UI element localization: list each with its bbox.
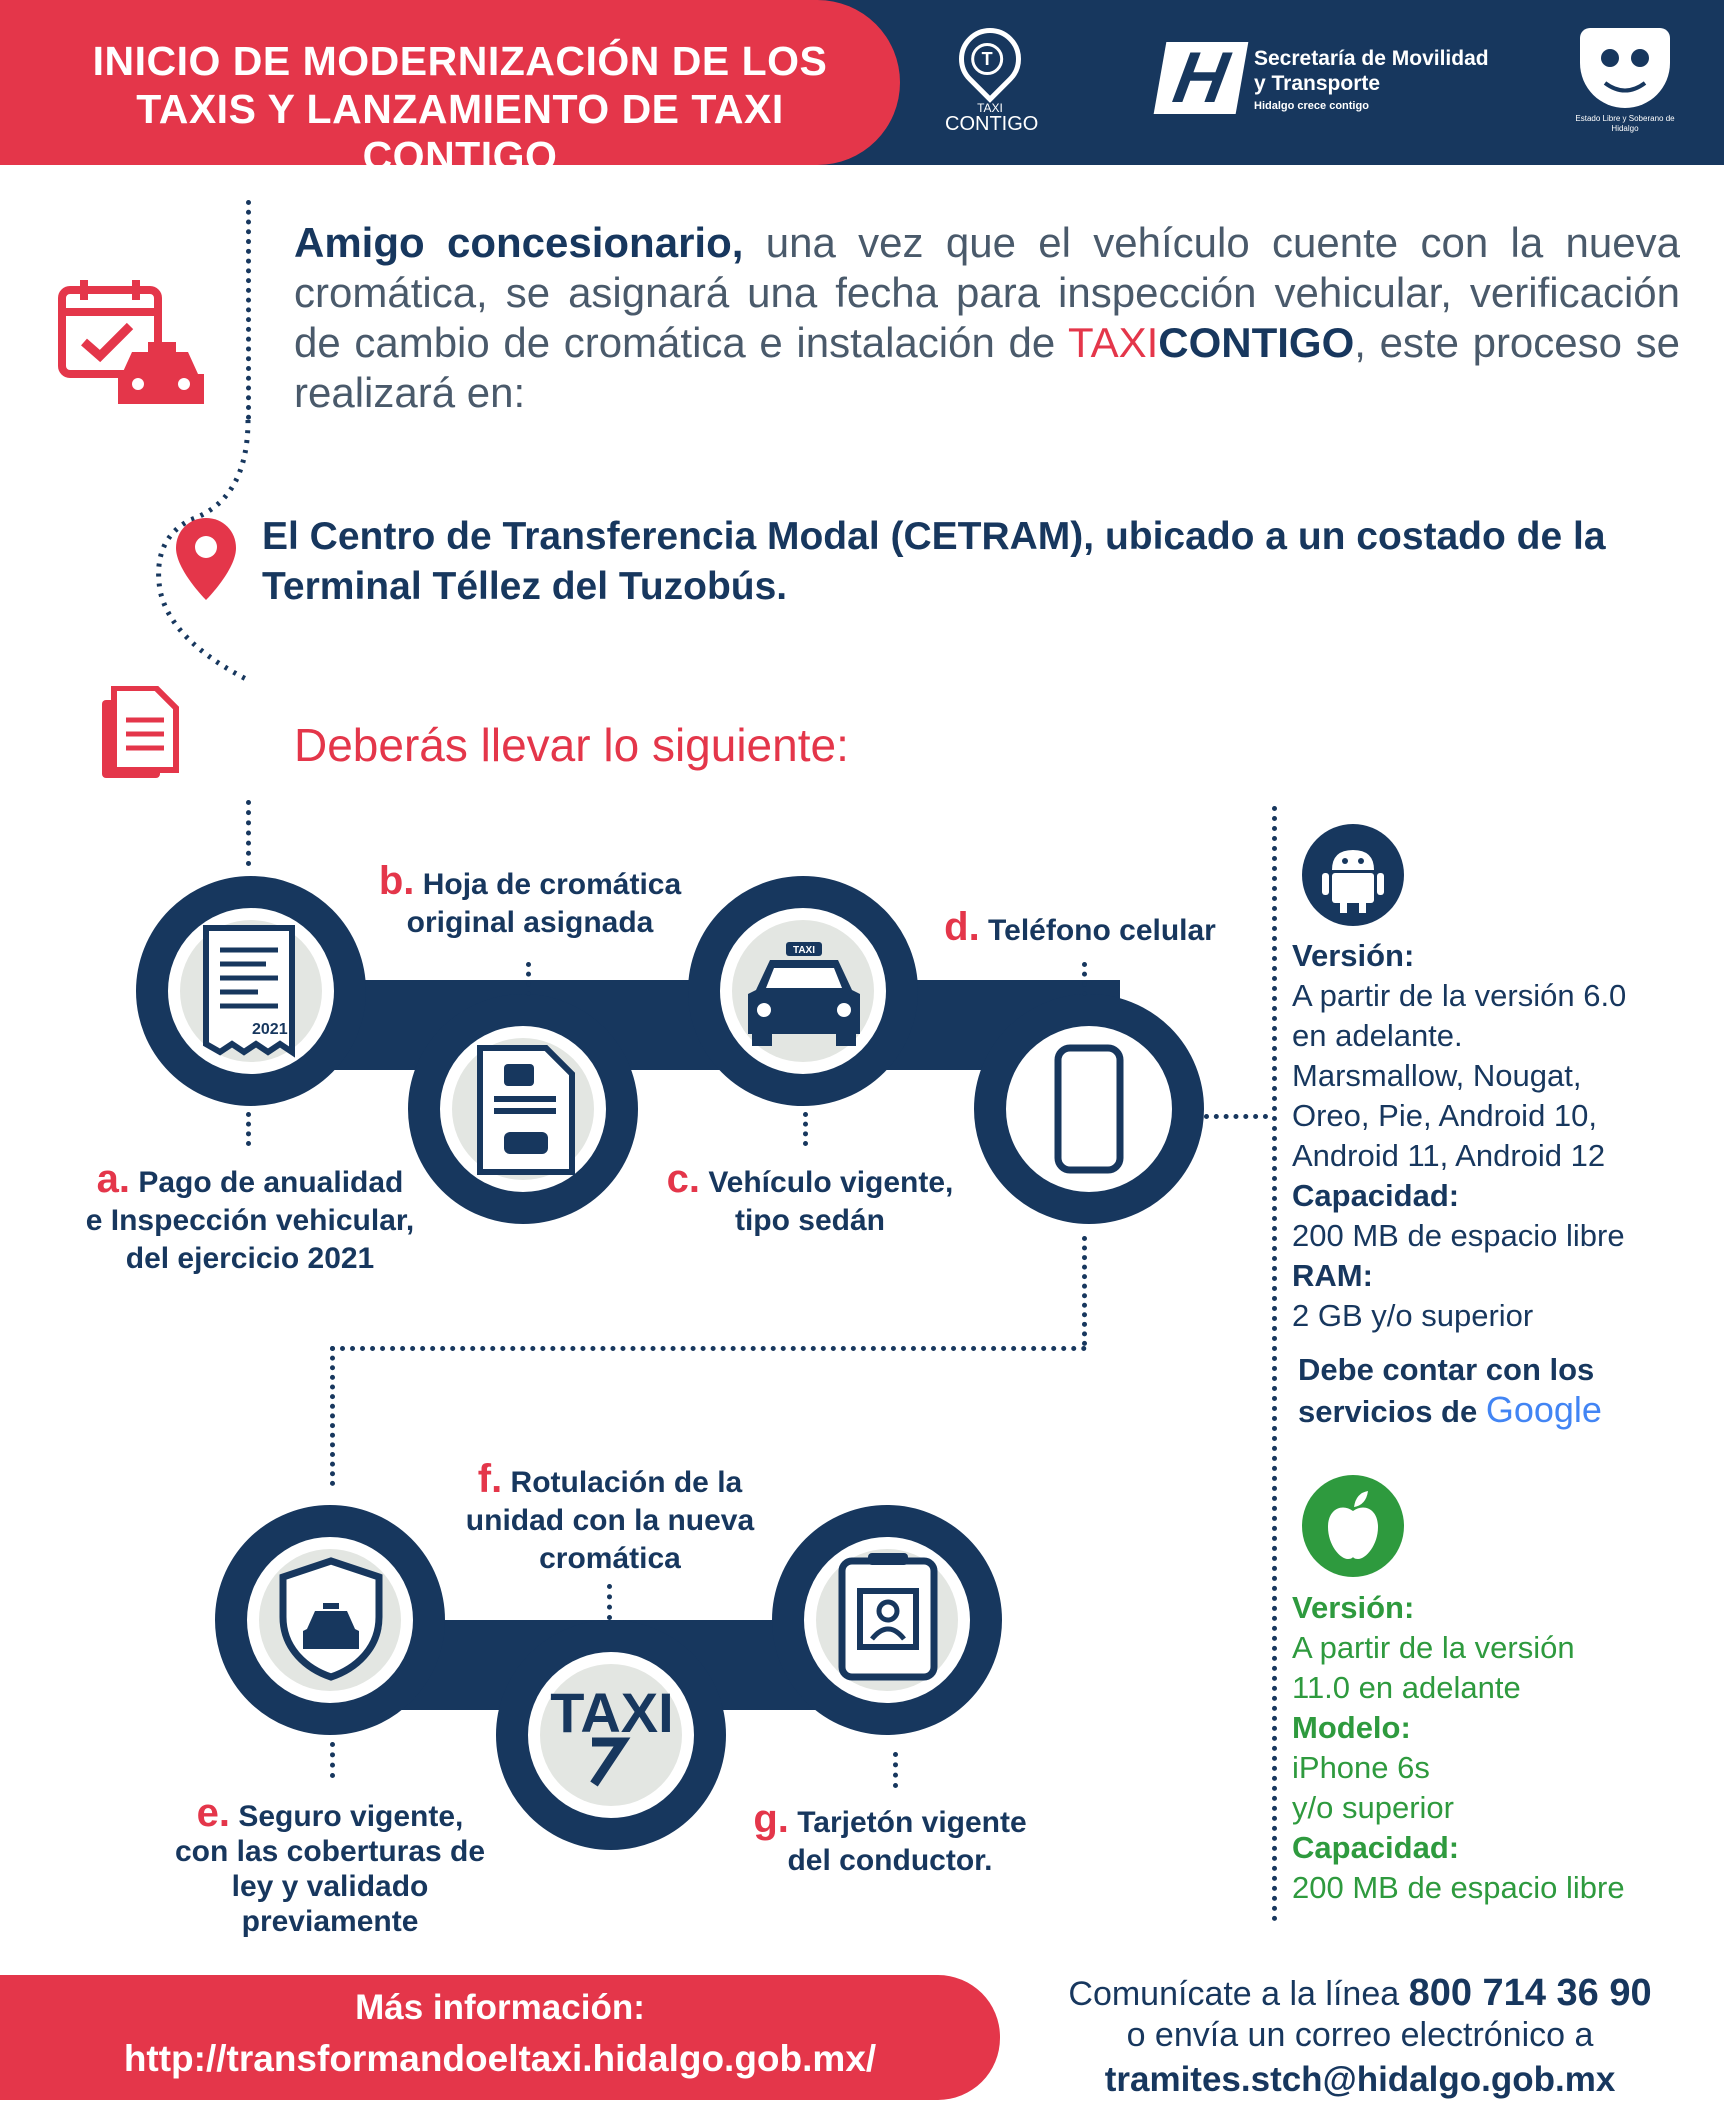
secretaria-slogan: Hidalgo crece contigo [1254,100,1369,112]
ios-specs [1292,1588,1712,1908]
state-shield-icon [1580,28,1670,108]
footer-email-link[interactable]: tramites.stch@hidalgo.gob.mx [1104,2060,1616,2099]
item-b-letter: b. [378,859,415,903]
hidalgo-h-logo: H [1154,42,1249,114]
item-a-letter: a. [96,1157,130,1201]
state-shield-text: Estado Libre y Soberano de Hidalgo [1575,114,1675,133]
footer-phone[interactable]: 800 714 36 90 [1408,1972,1652,2014]
taxi-front-icon [742,938,866,1046]
android-ram-label: RAM: [1292,1258,1373,1293]
item-f-line2: unidad con la nueva [465,1504,755,1537]
dotted-line [526,962,531,996]
item-c-label [630,1157,990,1240]
dotted-line [803,1112,808,1146]
secretaria-line1: Secretaría de Movilidad [1254,47,1489,70]
footer-more-info: Más información: [355,1988,645,2027]
location-pin-icon [176,518,236,600]
ios-version-2: 11.0 en adelante [1292,1670,1521,1705]
taxi-logo-icon [522,1676,702,1796]
receipt-year: 2021 [252,1021,288,1038]
footer-url-link[interactable]: http://transformandoeltaxi.hidalgo.gob.mx/ [123,2038,877,2079]
dotted-line [1082,1236,1087,1346]
item-b-line1: Hoja de cromática [422,868,682,901]
intro-brand-taxi: TAXI [1068,319,1159,366]
item-f-line3: cromática [539,1542,681,1575]
calendar-check-icon [58,278,208,408]
item-a-line2: e Inspección vehicular, [85,1204,415,1237]
item-b-line2: original asignada [406,906,654,939]
receipt-icon [196,920,306,1060]
dotted-divider [1272,806,1277,1922]
intro-paragraph [294,218,1680,418]
secretaria-line2: y Transporte [1254,72,1381,95]
smartphone-icon [1054,1044,1124,1174]
item-f-circle [496,1620,726,1850]
item-a-line1: Pago de anualidad [138,1166,404,1199]
item-g-line1: Tarjetón vigente [797,1806,1027,1839]
intro-bold: Amigo concesionario, [294,219,744,266]
secretaria-name [1254,46,1514,96]
item-e-line3: ley y validado [231,1870,429,1903]
android-version-label: Versión: [1292,938,1415,973]
dotted-line [1204,1114,1268,1119]
shield-taxi-icon [277,1557,385,1681]
ios-model-1: iPhone 6s [1292,1750,1430,1785]
item-d-label [920,905,1240,950]
dotted-line [330,1346,1087,1351]
ios-model-label: Modelo: [1292,1710,1411,1745]
dotted-line [1082,962,1087,996]
dotted-line [246,1112,251,1146]
ios-capacity: 200 MB de espacio libre [1292,1870,1625,1905]
item-g-label [720,1797,1060,1880]
item-g-letter: g. [753,1797,789,1841]
id-card-icon [834,1553,942,1685]
document-icon [100,686,180,782]
location-text: El Centro de Transferencia Modal (CETRAM), ubicado a un costado de la Terminal Téllez del Tuzobús. [262,515,1606,608]
android-capacity-label: Capacidad: [1292,1178,1460,1213]
android-names-2: Oreo, Pie, Android 10, [1292,1098,1598,1133]
intro-text: una vez que el vehículo cuente con la nueva cromática, se asignará una fecha para inspección vehicular, verificación de cambio de cromática e instalación de [294,219,1680,366]
taxi-contigo-logo [945,28,1039,138]
header-title-line1: INICIO DE MODERNIZACIÓN DE LOS [92,38,828,84]
item-d-circle [974,994,1204,1224]
logo-taxi-small: TAXI [977,101,1003,115]
item-c-circle [688,876,918,1106]
ios-version-1: A partir de la versión [1292,1630,1575,1665]
header-title-line2: TAXIS Y LANZAMIENTO DE TAXI CONTIGO [136,86,784,179]
item-a-line3: del ejercicio 2021 [125,1242,375,1275]
item-e-line4: previamente [241,1905,419,1938]
footer-call-text: Comunícate a la línea [1068,1975,1409,2013]
taxi-roof-text: TAXI [792,945,816,956]
android-capacity: 200 MB de espacio libre [1292,1218,1625,1253]
google-requirement [1298,1350,1698,1432]
item-c-line1: Vehículo vigente, [708,1166,954,1199]
item-g-circle [772,1505,1002,1735]
item-f-label [420,1457,800,1578]
android-ram: 2 GB y/o superior [1292,1298,1534,1333]
item-c-letter: c. [666,1157,700,1201]
google-logo: Google [1485,1389,1602,1430]
ios-version-label: Versión: [1292,1590,1415,1625]
taxi-doc-icon [470,1044,580,1176]
deberas-heading: Deberás llevar lo siguiente: [294,719,849,771]
item-e-letter: e. [196,1791,230,1835]
taxi-word: TAXI [550,1681,674,1744]
taxi-pin-icon: T [946,15,1034,103]
android-names-1: Marsmallow, Nougat, [1292,1058,1582,1093]
google-line1: Debe contar con los [1298,1352,1595,1387]
ios-capacity-label: Capacidad: [1292,1830,1460,1865]
item-a-label [40,1157,460,1278]
intro-text-end: , este proceso se realizará en: [294,319,1680,416]
item-a-circle [136,876,366,1106]
dotted-line [330,1742,335,1778]
footer-email-text: o envía un correo electrónico a [1126,2016,1594,2054]
item-b-label [340,859,720,942]
logo-taxi-big: CONTIGO [945,113,1039,135]
dotted-line [246,200,251,420]
item-c-line2: tipo sedán [734,1204,885,1237]
android-names-3: Android 11, Android 12 [1292,1138,1606,1173]
item-e-line2: con las coberturas de [174,1835,486,1868]
android-specs [1292,936,1712,1336]
ios-model-2: y/o superior [1292,1790,1454,1825]
dotted-line [330,1346,335,1486]
item-g-line2: del conductor. [787,1844,993,1877]
android-version-1: A partir de la versión 6.0 [1292,978,1627,1013]
footer-call [1010,1972,1710,2015]
item-e-circle [215,1505,445,1735]
google-line2: servicios de [1298,1394,1478,1429]
item-d-letter: d. [944,905,980,949]
dotted-line [893,1752,898,1788]
intro-brand-contigo: CONTIGO [1158,319,1355,366]
item-e-label [150,1791,510,1939]
apple-icon [1302,1475,1404,1577]
item-d-line1: Teléfono celular [988,914,1216,947]
item-f-letter: f. [477,1457,503,1501]
android-version-2: en adelante. [1292,1018,1463,1053]
item-e-line1: Seguro vigente, [238,1800,464,1833]
item-f-line1: Rotulación de la [510,1466,743,1499]
android-icon [1302,824,1404,926]
dotted-line [607,1584,612,1620]
dotted-line [246,800,251,866]
